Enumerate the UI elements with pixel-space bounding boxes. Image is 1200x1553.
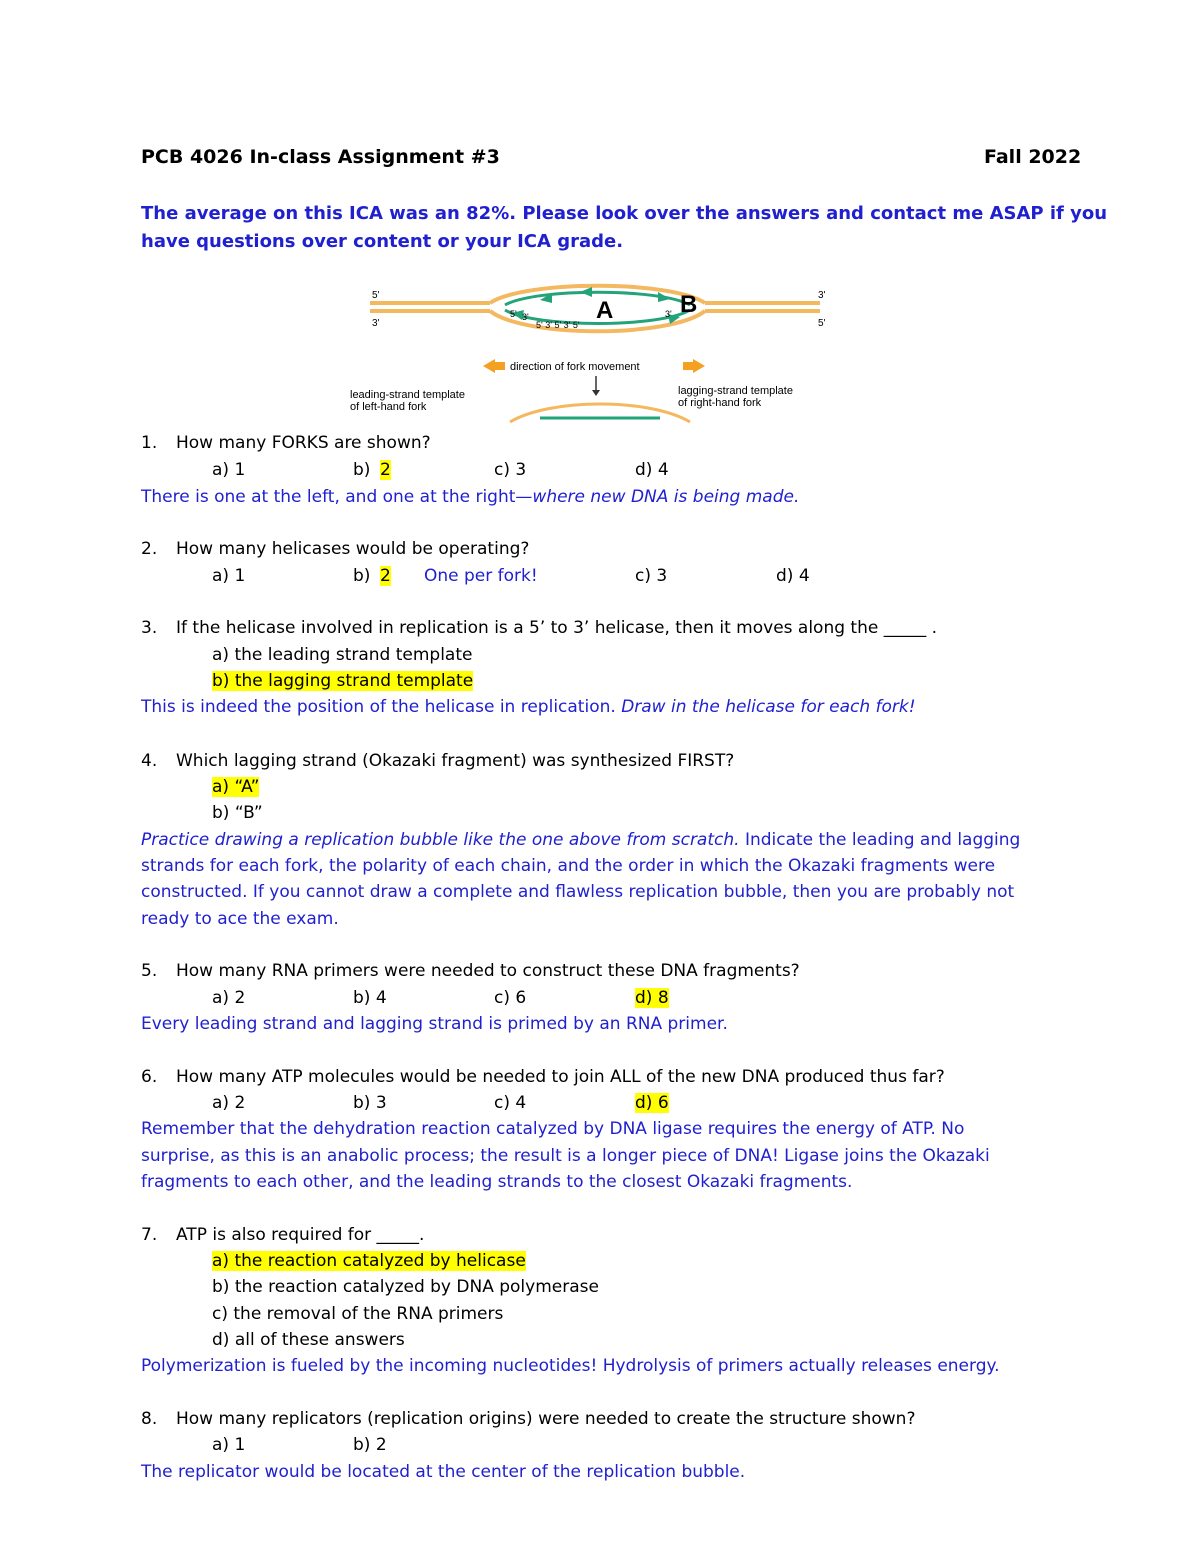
q1-number: 1. <box>141 433 158 453</box>
inner-left-1: 5' <box>510 309 517 319</box>
q1-option-a[interactable]: a) 1 <box>212 460 246 480</box>
q3-text: If the helicase involved in replication is a 5’ to 3’ helicase, then it moves along the _____ . <box>176 618 938 638</box>
lagging-template-1: lagging-strand template <box>678 385 793 397</box>
fork-direction-left-arrow <box>483 359 495 373</box>
q1-option-b-answer[interactable]: 2 <box>380 460 391 480</box>
q4-option-b[interactable]: b) “B” <box>212 803 263 823</box>
q8-text: How many replicators (replication origins) were needed to create the structure shown? <box>176 1409 916 1429</box>
course-title: PCB 4026 In-class Assignment #3 <box>141 146 500 168</box>
term-label: Fall 2022 <box>984 146 1082 168</box>
replication-bubble-diagram <box>340 280 860 425</box>
q6-option-d[interactable]: d) 6 <box>635 1093 669 1113</box>
q1-text: How many FORKS are shown? <box>176 433 431 453</box>
q6-option-c[interactable]: c) 4 <box>494 1093 527 1113</box>
q5-number: 5. <box>141 961 158 981</box>
end-right-top: 3' <box>818 290 826 301</box>
lagging-template-2: of right-hand fork <box>678 397 762 409</box>
q7-option-c[interactable]: c) the removal of the RNA primers <box>212 1304 504 1324</box>
q5-option-b[interactable]: b) 4 <box>353 988 387 1008</box>
q5-option-a[interactable]: a) 2 <box>212 988 246 1008</box>
intro-line-1: The average on this ICA was an 82%. Please look over the answers and contact me ASAP if you <box>141 203 1108 224</box>
inner-seq: 5' 3' 5' 3' 5' <box>536 320 580 330</box>
q4-explanation-line-3: constructed. If you cannot draw a complete and flawless replication bubble, then you are probably not <box>141 882 1015 902</box>
q2-option-b-letter[interactable]: b) <box>353 566 371 586</box>
fork-direction-right-arrow <box>693 359 705 373</box>
q8-option-b[interactable]: b) 2 <box>353 1435 387 1455</box>
q5-text: How many RNA primers were needed to construct these DNA fragments? <box>176 961 800 981</box>
q4-option-a[interactable]: a) “A” <box>212 777 260 797</box>
q4-text: Which lagging strand (Okazaki fragment) was synthesized FIRST? <box>176 751 735 771</box>
q2-text: How many helicases would be operating? <box>176 539 530 559</box>
q3-explanation: This is indeed the position of the helicase in replication. Draw in the helicase for each fork! <box>141 697 916 717</box>
end-left-top: 5' <box>372 290 380 301</box>
leading-template-1: leading-strand template <box>350 389 465 401</box>
intro-line-2: have questions over content or your ICA grade. <box>141 231 624 252</box>
q1-option-c[interactable]: c) 3 <box>494 460 527 480</box>
q2-option-d[interactable]: d) 4 <box>776 566 810 586</box>
q1-explanation: There is one at the left, and one at the right—where new DNA is being made. <box>141 487 800 507</box>
q6-explanation-line-1: Remember that the dehydration reaction catalyzed by DNA ligase requires the energy of ATP. No <box>141 1119 965 1139</box>
new-dna-arrow-1 <box>580 287 592 297</box>
q7-option-b[interactable]: b) the reaction catalyzed by DNA polymerase <box>212 1277 599 1297</box>
q4-explanation-line-2: strands for each fork, the polarity of each chain, and the order in which the Okazaki fragments were <box>141 856 996 876</box>
q3-option-b[interactable]: b) the lagging strand template <box>212 671 474 691</box>
q4-number: 4. <box>141 751 158 771</box>
q1-option-b-letter[interactable]: b) <box>353 460 371 480</box>
q5-option-c[interactable]: c) 6 <box>494 988 527 1008</box>
inner-right: 3' <box>665 309 672 319</box>
direction-label: direction of fork movement <box>510 361 640 373</box>
q7-option-d[interactable]: d) all of these answers <box>212 1330 405 1350</box>
q8-number: 8. <box>141 1409 158 1429</box>
label-a: A <box>596 297 614 324</box>
q7-text: ATP is also required for _____. <box>176 1225 425 1245</box>
q4-explanation-line-1: Practice drawing a replication bubble like the one above from scratch. Indicate the leading and lagging <box>141 830 1021 850</box>
end-right-bottom: 5' <box>818 318 826 329</box>
q6-option-b[interactable]: b) 3 <box>353 1093 387 1113</box>
q5-explanation: Every leading strand and lagging strand is primed by an RNA primer. <box>141 1014 728 1034</box>
inner-left-2: 3' <box>522 312 529 322</box>
q8-option-a[interactable]: a) 1 <box>212 1435 246 1455</box>
q6-text: How many ATP molecules would be needed to join ALL of the new DNA produced thus far? <box>176 1067 945 1087</box>
q7-explanation: Polymerization is fueled by the incoming nucleotides! Hydrolysis of primers actually releases energy. <box>141 1356 1000 1376</box>
q2-option-a[interactable]: a) 1 <box>212 566 246 586</box>
q1-option-d[interactable]: d) 4 <box>635 460 669 480</box>
q6-explanation-line-3: fragments to each other, and the leading strands to the closest Okazaki fragments. <box>141 1172 853 1192</box>
q3-option-a[interactable]: a) the leading strand template <box>212 645 473 665</box>
q3-number: 3. <box>141 618 158 638</box>
q6-option-a[interactable]: a) 2 <box>212 1093 246 1113</box>
q2-option-c[interactable]: c) 3 <box>635 566 668 586</box>
q7-number: 7. <box>141 1225 158 1245</box>
q4-explanation-line-4: ready to ace the exam. <box>141 909 339 929</box>
leading-template-2: of left-hand fork <box>350 401 427 413</box>
q5-option-d[interactable]: d) 8 <box>635 988 669 1008</box>
q2-number: 2. <box>141 539 158 559</box>
q2-note: One per fork! <box>424 566 538 586</box>
label-b: B <box>680 291 698 318</box>
q2-option-b-answer[interactable]: 2 <box>380 566 391 586</box>
q7-option-a[interactable]: a) the reaction catalyzed by helicase <box>212 1251 526 1271</box>
q6-explanation-line-2: surprise, as this is an anabolic process; the result is a longer piece of DNA! Ligase joins the Okazaki <box>141 1146 990 1166</box>
q8-explanation: The replicator would be located at the center of the replication bubble. <box>141 1462 746 1482</box>
end-left-bottom: 3' <box>372 318 380 329</box>
q6-number: 6. <box>141 1067 158 1087</box>
